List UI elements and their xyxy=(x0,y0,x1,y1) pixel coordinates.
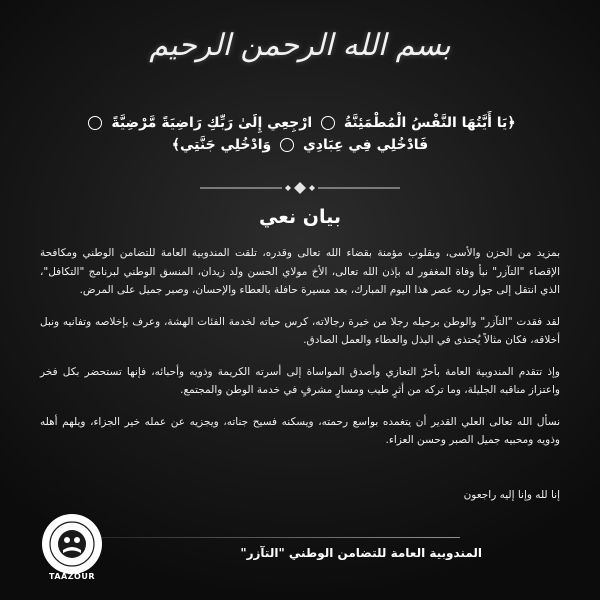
obituary-body xyxy=(40,244,560,463)
ornament-divider-icon xyxy=(200,182,400,194)
verse-line1-part1: ﴿يَا أَيَّتُهَا النَّفْسُ الْمُطْمَئِنَّةُ xyxy=(343,115,516,131)
verse-line2-part2: وَادْخُلِي جَنَّتِي﴾ xyxy=(171,137,272,153)
signature-text: المندوبية العامة للتضامن الوطني "التآزر" xyxy=(240,546,482,560)
basmala-calligraphy: بسم الله الرحمن الرحيم xyxy=(149,28,451,63)
logo-wordmark: TAAZOUR xyxy=(49,572,95,581)
ayah-separator-icon xyxy=(88,116,102,130)
verse-line1-part2: ارْجِعِي إِلَىٰ رَبِّكِ رَاضِيَةً مَّرْضِيَّةً xyxy=(111,115,313,131)
ayah-separator-icon xyxy=(321,116,335,130)
verse-line2-part1: فَادْخُلِي فِي عِبَادِي xyxy=(302,137,429,153)
body-paragraph: لقد فقدت "التآزر" والوطن برحيله رجلا من خيرة رجالاته، كرس حياته لخدمة الفئات الهشة، وعرف بإخلاصه وتفانيه ونبل أخلاقه، فكان مثالاً يُحتذى في البذل والعطاء والعمل الصادق. xyxy=(40,315,560,346)
body-paragraph: بمزيد من الحزن والأسى، وبقلوب مؤمنة بقضاء الله تعالى وقدره، تلقت المندوبية العامة للتضامن الوطني ومكافحة الإقصاء "التآزر" نبأ وفاة المغفور له بإذن الله تعالى، الأخ مولاي الحسن ولد زيدان، المنسق الوطني لبرنامج "التكافل"، الذي انتقل إلى جوار ربه عصر هذا اليوم المبارك، بعد مسيرة حافلة بالعطاء والإحسان، وصبر جميل على المرض. xyxy=(40,247,560,296)
body-paragraph: وإذ تتقدم المندوبية العامة بأحرّ التعازي وأصدق المواساة إلى أسرته الكريمة وذويه وأحبائه، فإنها تستحضر بكل فخر واعتزاز مناقبه الجليلة، وما تركه من أثرٍ طيب ومسارٍ مشرفٍ في خدمة الوطن والمجتمع. xyxy=(40,365,560,396)
ayah-separator-icon xyxy=(280,138,294,152)
page-title: بيان نعي xyxy=(259,206,341,228)
body-paragraph: نسأل الله تعالى العلي القدير أن يتغمده بواسع رحمته، ويسكنه فسيح جناته، ويجزيه عن عمله خير الجزاء، ويلهم أهله وذويه ومحبيه جميل الصبر وحسن العزاء. xyxy=(40,415,560,446)
closing-phrase: إنا لله وإنا إليه راجعون xyxy=(463,489,560,501)
basmala-header xyxy=(0,28,600,63)
footer-divider xyxy=(100,537,460,538)
quran-verse xyxy=(70,112,530,156)
taazour-logo-icon xyxy=(42,514,102,574)
